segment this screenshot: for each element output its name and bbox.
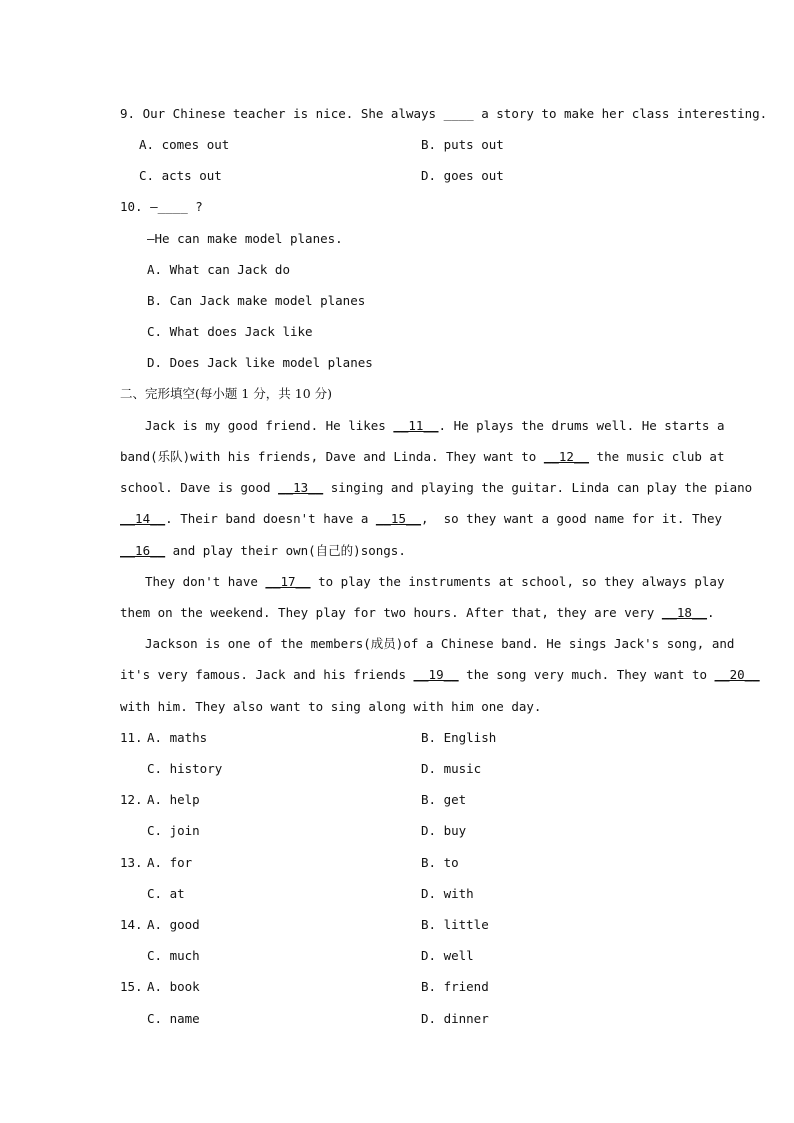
question-10-option-c: C. What does Jack like (147, 324, 313, 339)
blank-20: __20__ (714, 667, 760, 682)
passage-text: . Their band doesn't have a (165, 511, 376, 526)
option-13-number: 13. (120, 855, 143, 870)
blank-19: __19__ (413, 667, 459, 682)
passage-text: band(乐队)with his friends, Dave and Linda. They want to (120, 449, 544, 464)
passage-text: . He plays the drums well. He starts a (438, 418, 725, 433)
passage-line-5 (120, 543, 406, 559)
passage-line-10 (120, 699, 541, 715)
question-10-option-a: A. What can Jack do (147, 262, 290, 277)
passage-line-1 (145, 418, 725, 434)
option-12-c: C. join (147, 823, 200, 838)
option-14-number: 14. (120, 917, 143, 932)
option-15-b: B. friend (421, 979, 489, 994)
passage-text: Jackson is one of the members(成员)of a Chinese band. He sings Jack's song, and (145, 636, 735, 651)
option-14-d: D. well (421, 948, 474, 963)
passage-text: the music club at (589, 449, 725, 464)
option-12-a: A. help (147, 792, 200, 807)
passage-text: the song very much. They want to (458, 667, 715, 682)
option-11-a: A. maths (147, 730, 208, 745)
question-9-option-d: D. goes out (421, 168, 504, 183)
option-15-a: A. book (147, 979, 200, 994)
passage-line-3 (120, 480, 752, 496)
passage-text: to play the instruments at school, so they always play (310, 574, 725, 589)
passage-text: with him. They also want to sing along with him one day. (120, 699, 542, 714)
option-15-c: C. name (147, 1011, 200, 1026)
passage-line-8 (145, 636, 734, 652)
passage-text: They don't have (145, 574, 266, 589)
question-9-option-c: C. acts out (139, 168, 222, 183)
option-13-a: A. for (147, 855, 193, 870)
passage-text: it's very famous. Jack and his friends (120, 667, 414, 682)
passage-line-6 (145, 574, 725, 590)
option-13-c: C. at (147, 886, 185, 901)
passage-line-9 (120, 667, 760, 683)
option-11-number: 11. (120, 730, 143, 745)
question-10-option-d: D. Does Jack like model planes (147, 355, 373, 370)
passage-text: , so they want a good name for it. They (421, 511, 723, 526)
option-13-b: B. to (421, 855, 459, 870)
option-14-a: A. good (147, 917, 200, 932)
option-12-b: B. get (421, 792, 467, 807)
blank-12: __12__ (543, 449, 590, 464)
blank-11: __11__ (393, 418, 439, 433)
question-9-stem: 9. Our Chinese teacher is nice. She always ____ a story to make her class interesting. (120, 106, 768, 121)
question-9-option-a: A. comes out (139, 137, 230, 152)
question-9-option-b: B. puts out (421, 137, 504, 152)
blank-15: __15__ (375, 511, 422, 526)
question-10-reply: —He can make model planes. (147, 231, 343, 246)
passage-text: singing and playing the guitar. Linda can play the piano (323, 480, 753, 495)
passage-line-4 (120, 511, 722, 527)
option-15-number: 15. (120, 979, 143, 994)
option-12-d: D. buy (421, 823, 467, 838)
passage-text: school. Dave is good (120, 480, 279, 495)
passage-line-2 (120, 449, 724, 465)
blank-13: __13__ (278, 480, 324, 495)
question-10-option-b: B. Can Jack make model planes (147, 293, 366, 308)
passage-text: Jack is my good friend. He likes (145, 418, 394, 433)
blank-17: __17__ (265, 574, 311, 589)
passage-line-7 (120, 605, 715, 621)
blank-18: __18__ (661, 605, 708, 620)
option-15-d: D. dinner (421, 1011, 489, 1026)
passage-text: them on the weekend. They play for two hours. After that, they are very (120, 605, 662, 620)
blank-14: __14__ (120, 511, 166, 526)
option-11-b: B. English (421, 730, 497, 745)
option-11-d: D. music (421, 761, 482, 776)
passage-text: . (707, 605, 715, 620)
option-14-c: C. much (147, 948, 200, 963)
option-13-d: D. with (421, 886, 474, 901)
option-12-number: 12. (120, 792, 143, 807)
option-14-b: B. little (421, 917, 489, 932)
section-2-title: 二、完形填空(每小题 1 分，共 10 分) (120, 386, 333, 401)
blank-16: __16__ (120, 543, 166, 558)
passage-text: and play their own(自己的)songs. (165, 543, 406, 558)
question-10-stem: 10. —____ ? (120, 199, 203, 214)
option-11-c: C. history (147, 761, 223, 776)
